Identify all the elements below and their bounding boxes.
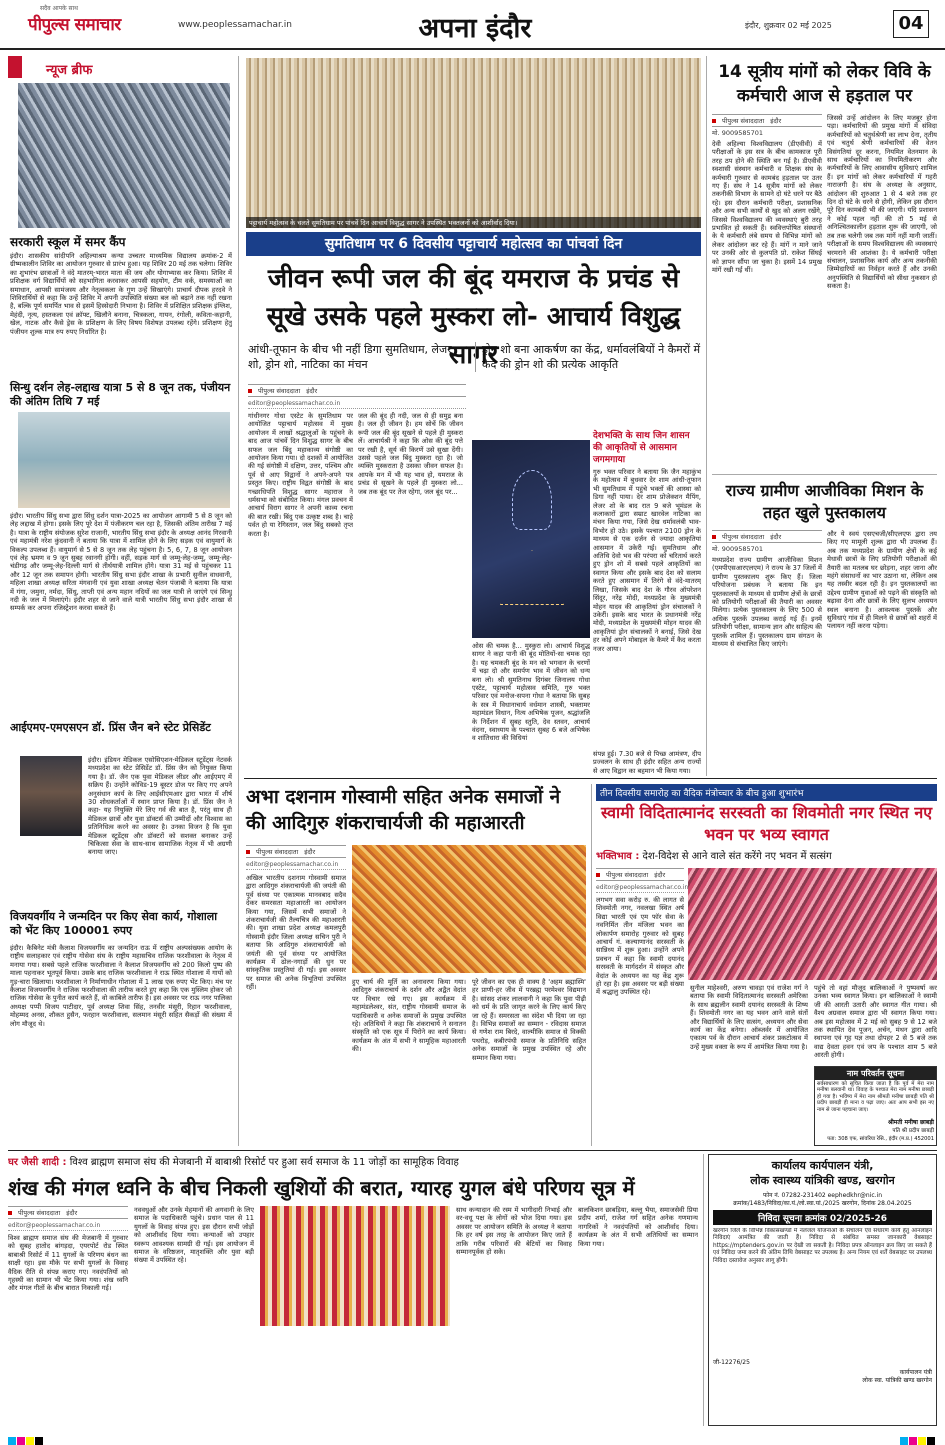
library-body-1: मध्यप्रदेश राज्य ग्रामीण आजीविका मिशन (एमपीएसआरएलएम) ने राज्य के 37 जिलों में ग्रामीण पुस्तकालय शुरू किए हैं। जिला परियोजना प्रबंधक ने बताया कि इन पुस्तकालयों के माध्यम से ग्रामीण क्षेत्रों के छात्रों को प्रतियोगी परीक्षाओं की तैयारी का अवसर मिलेगा। प्रत्येक पुस्तकालय के लिए 500 से अधिक पुस्तकें उपलब्ध कराई गई हैं। इनमें प्रतियोगी परीक्षा, सामान्य ज्ञान और साहित्य की पुस्तकें शामिल हैं। पुस्तकालय ग्राम संगठन के माध्यम से संचालित किए जाएंगे। [712, 556, 822, 649]
wedding-byline-name: पीपुल्स संवाददाता [18, 1209, 61, 1217]
brand-logo: पीपुल्स समाचार [28, 15, 121, 35]
page-number: 04 [893, 10, 929, 38]
swami-byline [596, 868, 684, 881]
lead-body-5: संपन्न हुई। 7.30 बजे से पिच्छ आमंत्रण, दीप प्रज्वलन के साथ ही इंदौर सहित अन्य राज्यों से आए विद्वान का बहुमान भी किया गया। [593, 750, 701, 774]
shankaracharya-byline-city: इंदौर [304, 848, 316, 856]
section-rule [8, 1150, 937, 1151]
lead-subhead-right: ड्रोन शो बना आकर्षण का केंद्र, धर्मावलंबियों ने कैमरों में कैद की ड्रोन शो की प्रत्येक आकृति [475, 342, 701, 372]
lead-email[interactable]: editor@peoplessamachar.co.in [248, 400, 466, 409]
column-rule [706, 56, 707, 776]
cmyk-magenta-swatch [17, 1437, 25, 1445]
wedding-byline-city: इंदौर [66, 1209, 78, 1217]
strike-body-1: देवी अहिल्या विश्वविद्यालय (डीएवीवी) में परीक्षाओं के इस सत्र के बीच कामकाज पूरी तरह ठप होने की स्थिति बन गई है। डीएवीवी स्वशासी संस्थान कर्मचारी व शिक्षक संघ के कर्मचारी गुरुवार से कामबंद हड़ताल पर उतर गए हैं। संघ ने 14 सूत्रीय मांगों को लेकर तकनीकी विभाग के सामने दो घंटे धरने पर बैठे रहे। इस दौरान कर्मचारी परीक्षा, प्रशासनिक और अन्य सभी कार्यों से खुद को अलग रखेंगे, जिससे विश्वविद्यालय की व्यवस्थाएं बुरी तरह प्रभावित हो सकती हैं। स्ववित्तपोषित संस्थानों के ये कर्मचारी लंबे समय से विभिन्न मांगों को लेकर आंदोलन कर रहे हैं। मांगें न माने जाने पर उनकी ओर से कुलपति प्रो. राकेश सिंघई को ज्ञापन सौंपा जा चुका है। इसमें 14 प्रमुख मांगें रखी गईं थीं। [712, 140, 822, 275]
wedding-kicker-label: घर जैसी शादी : [8, 1157, 67, 1168]
tender-signature-2: लोक स्वा. यांत्रिकी खण्ड खरगोन [862, 1377, 932, 1384]
wedding-headline: शंख की मंगल ध्वनि के बीच निकली खुशियों की बरात, ग्यारह युगल बंधे परिणय सूत्र में [8, 1176, 635, 1200]
swami-kicker: तीन दिवसीय समारोह का वैदिक मंत्रोच्चार के बीच हुआ शुभारंभ [596, 784, 937, 801]
swami-body-1: लगभग सवा करोड़ रु. की लागत से शिवमोती नगर, नवलखा स्थित अर्ष विद्या भारती एवं एम फॉर सेवा के नवनिर्मित तीन मंजिला भवन का लोकार्पण समारोह गुरुवार को सुबह आचार्य गं. कल्याणानंद सरस्वती के सान्निध्य में शुरू हुआ। उन्होंने अपने प्रवचन में कहा कि स्वामी दयानंद सरस्वती के मार्गदर्शन में संस्कृत और वेदांत के अध्ययन का यह केंद्र शुरू हो रहा है। इस अवसर पर बड़ी संख्या में श्रद्धालु उपस्थित रहे। [596, 896, 684, 997]
tender-body: खरगोन जिले के विभिन्न विकासखण्डों में नलजल योजनाओं के संचालन एवं संधारण कार्य हेतु ऑनलाइन निविदाएं आमंत्रित की जाती हैं। निविदा से संबंधित समस्त जानकारी वेबसाइट https://mptenders.gov.in पर देखी जा सकती है। निविदा प्रपत्र ऑनलाइन क्रय किए जा सकते हैं एवं निविदा जमा करने की अंतिम तिथि वेबसाइट पर उपलब्ध है। अन्य नियम एवं शर्तें वेबसाइट पर उपलब्ध निविदा दस्तावेज अनुसार लागू होंगी। [713, 1228, 932, 1264]
library-phone: मो. 9009585701 [712, 545, 764, 553]
lead-photo-caption: पट्टाचार्य महोत्सव के चलते सुमतिधाम पर पांचवें दिन आचार्य विशुद्ध सागर ने उपस्थित भक्तजनों को आशीर्वाद दिया। [246, 217, 701, 228]
lead-byline [248, 384, 466, 397]
byline-marker-icon [712, 119, 716, 123]
tender-office-title-2: लोक स्वास्थ्य यांत्रिकी खण्ड, खरगोन [750, 1174, 895, 1187]
news-brief-column [8, 56, 233, 1146]
section-rule [244, 778, 937, 779]
sindhu-yatra-photo [18, 412, 230, 508]
group-wedding-photo [260, 1206, 450, 1326]
drone-caption: देशभक्ति के साथ जिन शासन की आकृतियों से आसमान जगमगाया [593, 431, 690, 465]
column-rule [238, 56, 239, 1146]
cmyk-cyan-swatch [8, 1437, 16, 1445]
lead-headline: जीवन रूपी जल की बूंद यमराज के प्रचंड से सूखे उसके पहले मुस्करा लो- आचार्य विशुद्ध सागर [266, 264, 681, 370]
byline-marker-icon [246, 850, 250, 854]
sumatidham-crowd-photo [246, 58, 701, 228]
wedding-byline [8, 1206, 128, 1219]
drone-show-photo [472, 440, 590, 638]
school-camp-photo [18, 83, 230, 228]
swami-welcome-photo [688, 868, 937, 980]
drone-temple-icon [500, 550, 564, 605]
swami-subhead-label: भक्तिभाव : [596, 851, 640, 862]
brief-4-body: इंदौर। कैबिनेट मंत्री कैलाश विजयवर्गीय का जन्मदिन राऊ में राष्ट्रीय अल्पसंख्यक आयोग के राष्ट्रीय सलाहकार एवं राष्ट्रीय गोसेवा संघ के राष्ट्रीय महासचिव राजिक फरशीवाला के नेतृत्व में मनाया गया। सबसे पहले राजिक फरशीवाला ने कैलाश विजयवर्गीय को 200 किलो पुष्प की माला पहनाकर भूतपूर्व किया। उसके बाद राजिक फरशीवाला ने राऊ स्थित गोशाला में गायों को गुड़-चारा खिलाया। फरशीवाला ने निर्माणाधीन गोशाला में 1 लाख एक रुपए भेंट किए। मंच पर कैलाश विजयवर्गीय ने राजिक फरशीवाला की तारीफ करते हुए कहा कि एक मुस्लिम होकर जो राजिक गोसेवा के पुनीत कार्य करते हैं, वो काबिले तारीफ है। इस अवसर पर राऊ नगर पालिका अध्यक्ष पप्पी विजय पाटीदार, पूर्व अध्यक्ष शिवा सिंह, तनवीर मंसूरी, रिहान फरशीवाला, मोहम्मद अनस, शौकत हुसैन, फरहान फरशीवाला, सलमान मंसूरी सहित सैकड़ों की संख्या में लोग मौजूद थे। [10, 944, 232, 1028]
brief-3-headline: आईएमए-एमएसएन डॉ. प्रिंस जैन बने स्टेट प्रेसिडेंट [10, 721, 211, 734]
strike-byline-city: इंदौर [770, 117, 782, 125]
wedding-kicker-text: विश्व ब्राह्मण समाज संघ की मेजबानी में बाबाश्री रिसोर्ट पर हुआ सर्व समाज के 11 जोड़ों का सामूहिक विवाह [69, 1157, 459, 1168]
shankaracharya-byline [246, 845, 346, 858]
dr-prince-jain-photo [20, 756, 82, 836]
column-rule [591, 784, 592, 1146]
lead-byline-city: इंदौर [306, 387, 318, 395]
cmyk-registration-strip [900, 1430, 936, 1445]
tender-title: निविदा सूचना क्रमांक 02/2025-26 [713, 1210, 932, 1225]
tender-notice [708, 1154, 937, 1426]
drone-figure-icon [512, 470, 552, 530]
section-title: अपना इंदौर [418, 13, 532, 44]
name-change-signature: श्रीमती मनीषा छाबड़ी [888, 1119, 934, 1126]
swami-body-3: पहुंचे तो वहां मौजूद बालिकाओं ने पुष्पवर्षा कर उनका भव्य स्वागत किया। इन बालिकाओं ने स्वामी जी की आरती उतारी और स्वागत गीत गाया। श्री वैश्य अग्रवाल समाज द्वारा भी स्वागत किया गया। अब इस महोत्सव में 2 मई को सुबह 9 से 12 बजे तक स्थापित देव पूजन, अर्चन, मंथन द्वारा आदि स्थापना एवं गृह यज्ञ तथा दोपहर 2 से 5 बजे तक वाद्य देवता हवन एवं जप के पश्चात शाम 5 बजे आरती होगी। [814, 984, 937, 1060]
brief-2-body: इंदौर। भारतीय सिंधु सभा द्वारा सिंधु दर्शन यात्रा-2025 का आयोजन आगामी 5 से 8 जून को लेह लद्दाख में होगा। इसके लिए पूरे देश में पंजीकरण चल रहा है, जिसकी अंतिम तारीख 7 मई है। यात्रा के राष्ट्रीय संयोजक सुरेश राजानी, भारतीय सिंधु सभा इंदौर के अध्यक्ष आनंद गिरवानी एवं महामंत्री नरेश कुंदवानी ने बताया कि यात्रा में शामिल होने के लिए सड़क एवं वायुमार्ग के विकल्प उपलब्ध हैं। वायुमार्ग से 5 से 8 जून तक लेह पहुंचना है। 5, 6, 7, 8 जून आयोजन एवं लेह भ्रमण व 9 जून सुबह रवानगी होगी। वहीं, सड़क मार्ग से जम्मू-लेह-जम्मू, जम्मू-लेह-चंडीगढ़ और जम्मू-लेह-दिल्ली मार्ग से तीर्थयात्री शामिल होंगे। यात्रा 31 मई से पहुंचकर 11 और 12 जून तक समापन होगी। भारतीय सिंधु सभा इंदौर शाखा के प्रभारी सुनील वाधवानी, महिला शाखा अध्यक्ष सरिता मंगवानी एवं युवा शाखा अध्यक्ष चेतन पंजाबी ने बताया कि यात्रा में गंगा, जमुना, नर्मदा, सिंधु, ताप्ती एवं अन्य महान नदियों का जल यात्री ले जाएंगे एवं सिन्धु नदी के जल में मिलाएंगे। इंदौर शहर से जाने वाले यात्री भारतीय सिंधु सभा इंदौर शाखा से सम्पर्क कर अपना रजिस्ट्रेशन करवा सकते हैं। [10, 512, 232, 613]
byline-marker-icon [8, 1211, 12, 1215]
shankaracharya-body-2: हुए चार्य की मूर्ति का अनावरण किया गया। आदिगुरु शंकराचार्य के दर्शन और अद्वैत वेदांत पर विचार रखे गए। इस कार्यक्रम में महामंडलेश्वर, संत, राष्ट्रीय गोस्वामी समाज के पदाधिकारी व अनेक समाजों के प्रमुख उपस्थित रहे। अतिथियों ने कहा कि शंकराचार्य ने सनातन संस्कृति को एक सूत्र में पिरोने का कार्य किया। कार्यक्रम के अंत में सभी ने सामूहिक महाआरती की। [352, 978, 466, 1054]
shankaracharya-headline: अभा दशनाम गोस्वामी सहित अनेक समाजों ने की आदिगुरु शंकराचार्यजी की महाआरती [246, 786, 561, 834]
tender-office-title-1: कार्यालय कार्यपालन यंत्री, [771, 1159, 874, 1172]
shankaracharya-email[interactable]: editor@peoplessamachar.co.in [246, 861, 346, 870]
news-brief-label: न्यूज ब्रीफ [8, 56, 233, 78]
maha-aarti-photo [352, 845, 586, 973]
brief-2-headline: सिन्धु दर्शन लेह-लद्दाख यात्रा 5 से 8 जून तक, पंजीयन की अंतिम तिथि 7 मई [10, 381, 231, 408]
library-byline [712, 530, 822, 543]
strike-phone: मो. 9009585701 [712, 129, 764, 137]
cmyk-black-swatch [35, 1437, 43, 1445]
byline-marker-icon [712, 535, 716, 539]
wedding-kicker-bar [8, 1154, 698, 1172]
byline-marker-icon [596, 873, 600, 877]
website-url[interactable]: www.peoplessamachar.in [178, 20, 292, 30]
brief-3-body: इंदौर। इंडियन मेडिकल एसोसिएशन-मेडिकल स्टूडेंट्स नेटवर्क मध्यप्रदेश का स्टेट प्रेसिडेंट डॉ. प्रिंस जैन को नियुक्त किया गया है। डॉ. जैन एक युवा मेडिकल लीडर और आईएमए में सक्रिय हैं। उन्होंने कोविड-19 बूस्टर डोज पर किए गए अपने अनुसंधान कार्य के लिए आईसीएमआर द्वारा भारत में शीर्ष 30 शोधकर्ताओं में स्थान प्राप्त किया है। डॉ. प्रिंस जैन ने कहा- यह नियुक्ति मेरे लिए गर्व की बात है, परंतु साथ ही मेडिकल छात्रों और युवा डॉक्टर्स की उम्मीदों और विश्वास का प्रतिनिधित्व करने का अवसर है। उनका विजन है कि युवा मेडिकल स्टूडेंट्स और डॉक्टरों को सशक्त बनाकर उन्हें चिकित्सा सेवा के साथ-साथ सामाजिक नेतृत्व में भी अग्रणी बनाया जाए। [88, 756, 232, 857]
lead-kicker: सुमतिधाम पर 6 दिवसीय पट्टाचार्य महोत्सव का पांचवां दिन [246, 232, 701, 256]
wedding-body-1: विश्व ब्राह्मण समाज संघ की मेजबानी में गुरुवार को सुबह हातोद बांगड़दा, एयरपोर्ट रोड स्थित बाबाश्री रिसोर्ट में 11 युगलों के परिणय बंधन का साक्षी रहा। इस मौके पर सभी युगलों के विवाह वैदिक रीति से संपन्न कराए गए। नवदंपतियों को गृहस्थी का सामान भी भेंट किया गया। शंख ध्वनि और मंगल गीतों के बीच बारात निकाली गई। [8, 1234, 128, 1293]
issue-date: इंदौर, शुक्रवार 02 मई 2025 [745, 21, 832, 30]
lead-body-3: ओस की चमक है... मुस्कुरा लो। आचार्य विशुद्ध सागर ने कहा पानी की बूंद मोतियों-सा चमक रहा है। यह चमकती बूंद के मन को भगवान के चरणों में चढ़ा दो और समर्पण भाव में जीवन को धन्य बना लो। श्री सुमतिनाथ दिगंबर जिनालय गोधा एस्टेट, पट्टाचार्य महोत्सव समिति, गुरु भक्त परिवार एवं मनोज-सपना गोधा ने बताया कि सुबह के सत्र में विधानाचार्य वर्धमान शास्त्री, भक्तामर महामंडल विधान, नित्य अभिषेक पूजन, श्रद्धांजलि के निर्देशन में सुबह स्तुति, देव स्तवन, आचार्य वंदना, स्वाध्याय के पश्चात सुबह 6 बजे अभिषेक व शांतिधारा की विधियां [472, 642, 590, 743]
name-change-title: नाम परिवर्तन सूचना [815, 1067, 936, 1080]
lead-byline-name: पीपुल्स संवाददाता [258, 387, 301, 395]
name-change-notice [814, 1066, 937, 1146]
tender-contact: फोन नं. 07282-231402 eephedkhr@nic.in [762, 1192, 882, 1199]
strike-byline [712, 114, 822, 127]
wedding-body-4: बालकिशन छाबड़िया, बल्लू भैया, समाजसेवी प्रिया प्रदीप शर्मा, राजेश गर्ग सहित अनेक गणमान्य नागरिकों ने नवदंपतियों को आशीर्वाद दिया। कार्यक्रम के अंत में सभी अतिथियों का सम्मान किया गया। [578, 1206, 698, 1248]
cmyk-cyan-swatch [900, 1437, 908, 1445]
brief-1-body: इंदौर। शासकीय सांदीपनि अहिल्याश्रम कन्या उच्चतर माध्यमिक विद्यालय क्रमांक-2 में ग्रीष्मकालीन शिविर का आयोजन गुरुवार से प्रारंभ हुआ। यह शिविर 20 मई तक चलेगा। शिविर का शुभारंभ छात्राओं ने वंदे मातरम्-भारत माता की जय और योगाभ्यास कर किया। शिविर में प्रशिक्षक वर्ग विद्यार्थियों को सहभागिता करवाकर आपसी सहयोग, टीम वर्क, समस्याओं का समाधान, आपसी सामंजस्य और नेतृत्वकला के गुण उन्हें सिखाएंगे। प्राचार्य दीपक हरदवे ने शिविरार्थियों से कहा कि उन्हें शिविर में अपनी उपस्थिति संख्या बल को बढ़ाने तक नहीं रखना है, बल्कि पूर्ण समर्पित भाव से इसमें हिस्सेदारी निभाना है। शिविर में प्रशिक्षित प्रशिक्षक इंग्लिश, मेहंदी, नृत्य, हस्तकला एवं क्रॉफ्ट, खिलौने बनाना, चित्रकला, गायन, रंगोली, कविता-कहानी, खेल, नाटक और कैसे ड्रेस के प्रशिक्षण के लिए विषय विशेषज्ञ उपलब्ध रहेंगे। प्रशिक्षण हेतु पंजीयन शुल्क मात्र रुप रुपए निर्धारित है। [10, 252, 232, 336]
tender-code: जी-12276/25 [713, 1359, 750, 1366]
library-body-2: और ये स्वयं एसएचजी/सीएलएफ द्वारा तय किए गए मामूली शुल्क द्वारा भी उपलब्ध हैं। अब तक मध्यप्रदेश के ग्रामीण क्षेत्रों के कई मेधावी छात्रों के लिए प्रतियोगी परीक्षाओं की तैयारी का मतलब घर छोड़ना, शहर जाना और महंगे संसाधनों का भार उठाना था, लेकिन अब यह तस्वीर बदल रही है। इन पुस्तकालयों का उद्देश्य ग्रामीण युवाओं को पढ़ने की संस्कृति को बढ़ावा देना और छात्रों के लिए सुलभ अध्ययन स्थल बनाना है। आवश्यक पुस्तकें और सुविधाएं गांव में ही मिलने से छात्रों को शहरों में पलायन नहीं करना पड़ेगा। [827, 530, 937, 631]
wedding-body-3: साथ कन्यादान की रस्म में भागीदारी निभाई और वर-वधू पक्ष के लोगों को भोज दिया गया। इस अवसर पर आयोजन समिति के अध्यक्ष ने बताया कि हर वर्ष इस तरह के आयोजन किए जाते हैं ताकि गरीब परिवारों की बेटियों का विवाह सम्मानपूर्वक हो सके। [456, 1206, 572, 1257]
swami-byline-name: पीपुल्स संवाददाता [606, 871, 649, 879]
cmyk-yellow-swatch [918, 1437, 926, 1445]
lead-body-1: गांधीनगर गोधा एस्टेट के सुमतिधाम पर आयोजित पट्टाचार्य महोत्सव में मुख्य आयोजन में लाखों श्रद्धालुओं के पहुंचने के बाद आज पांचवें दिन विशुद्ध सागर के बीच सफल जल बिंदु महाकाव्य संगोष्ठी का आयोजन किया गया। दो दशकों में आयोजित की गई संगोष्ठी में दक्षिण, उत्तर, पश्चिम और पूर्व से आए विद्वानों ने अपने-अपने पत्र प्रस्तुत किए। राष्ट्रीय विद्वत संगोष्ठी के बाद गच्छाधिपति विशुद्ध सागर महाराज ने धर्मसभा को संबोधित किया। मंगल प्रवचन में आचार्य विराग सागर ने अपनी काव्य रचना की बात रखी। बिंदु एक उत्कृष्ट शब्द है। चाहे पर्वत हो या रेगिस्तान, जल बिंदु सबको तृप्त करता है। [248, 412, 353, 538]
lead-subhead-left: आंधी-तूफान के बीच भी नहीं डिगा सुमतिधाम, लेजर शो, ड्रोन शो, नाटिका का मंचन [248, 343, 452, 371]
name-change-relation: पति श्री प्रदीप छाबड़ी [892, 1128, 934, 1134]
lead-body-4: गुरु भक्त परिवार ने बताया कि जैन महाकुंभ के महोत्सव में बुधवार देर शाम आंधी-तूफान भी सुमतिधाम में पहुंचे भक्तों की आस्था को डिगा नहीं पाया। देर शाम प्रोजेक्शन मैपिंग, लेजर शो के बाद रात 9 बजे भूमंडल के कलाकारों द्वारा सम्राट खारवेल नाटिका का मंचन किया गया, जिसे देख धर्मावलंबी भाव-विभोर हो उठे। इसके पश्चात 2100 ड्रोन के माध्यम से एक दर्जन से ज्यादा आकृतियां आसमान में उकेरी गईं। सुमतिधाम और अतिथि देवो भव की परंपरा को चरितार्थ करते हुए ड्रोन शो में सबसे पहले आकृतियों का स्वागत किया और इसके बाद देश को सलाम करते हुए आसमान में तिरंगे से वंदे-मातरम् लिखा, जिसके बाद देश के गौरव ऑपरेशन सिंदूर, नरेंद्र मोदी, मध्यप्रदेश के मुख्यमंत्री मोहन यादव की आकृतियां ड्रोन संचालकों ने उकेरीं। इसके बाद भारत के प्रधानमंत्री नरेंद्र मोदी, मध्यप्रदेश के मुख्यमंत्री मोहन यादव की आकृतियां ड्रोन संचालकों ने बनाई, जिसे देख हर कोई अपने मोबाइल के कैमरे में कैद करता नजर आया। [593, 468, 701, 653]
cmyk-registration-strip [8, 1430, 44, 1445]
swami-subhead [596, 850, 937, 864]
column-rule [703, 1154, 704, 1426]
cmyk-black-swatch [927, 1437, 935, 1445]
shankaracharya-body-1: अखिल भारतीय दशनाम गोस्वामी समाज द्वारा आदिगुरु शंकराचार्यजी की जयंती की पूर्व संध्या पर एकात्मक मानवबाद सदैव देकर समरसता महाआरती का आयोजन किया गया, जिसमें सभी समाजों ने शंकराचार्यजी की तैल्यचित्र की महाआरती की। युवा शाखा प्रदेश अध्यक्ष कमलपुरी गोस्वामी इंदौर जिला अध्यक्ष सचिन पुरी ने बताया कि आदिगुरु शंकराचार्यजी को जयंती की पूर्व संध्या पर आयोजित कार्यक्रम में ढोल-नगाड़ों की धुन पर सांस्कृतिक प्रस्तुतियां दी गईं। इस अवसर पर समाज की अनेक विभूतियां उपस्थित रहीं। [246, 874, 346, 992]
shankaracharya-byline-name: पीपुल्स संवाददाता [256, 848, 299, 856]
name-change-body: सर्वसाधारण को सूचित किया जाता है कि पूर्व में मेरा नाम मनीषा बलवानी था। विवाह के पश्चात मेरा नाम मनीषा छाबड़ी हो गया है। भविष्य में मेरा नाम श्रीमती मनीषा छाबड़ी पति श्री प्रदीप छाबड़ी ही माना व पढ़ा जाए। अतः आप सभी इस नए नाम से जाना पहचाना जाए। [817, 1081, 934, 1113]
tender-signature: कार्यपालन यंत्री [899, 1369, 932, 1376]
byline-marker-icon [248, 389, 252, 393]
strike-body-2: जिससे उन्हें आंदोलन के लिए मजबूर होना पड़ा। कर्मचारियों की प्रमुख मांगों में संविदा कर्मचारियों को चतुर्थश्रेणी का लाभ देना, तृतीय एवं चतुर्थ श्रेणी कर्मचारियों की वेतन विसंगतियां दूर करना, नियमित वेतनमान के साथ कर्मचारियों का नियमितीकरण और कर्मचारियों के लिए आवासीय सुविधाएं शामिल हैं। इन मांगों को लेकर कर्मचारियों में गहरी नाराजगी है। संघ के अध्यक्ष के अनुसार, आंदोलन की शुरुआत 1 से 4 बजे तक हर दिन दो घंटे के धरने से होगी, लेकिन इस दौरान पूरे दिन कामबंदी भी की जाएगी। यदि प्रशासन ने कोई पहल नहीं की तो 5 मई से अनिश्चितकालीन हड़ताल शुरू की जाएगी, जो तब तक चलेगी जब तक मांगें नहीं मानी जातीं। परीक्षाओं के समय विश्वविद्यालय की व्यवस्थाएं चरमराने की आशंका है। ये कर्मचारी परीक्षा संचालन, प्रशासनिक कार्य और अन्य तकनीकी जिम्मेदारियों का निर्वहन करते हैं और उनकी अनुपस्थिति से विद्यार्थियों को सीधा नुकसान हो सकता है। [827, 114, 937, 291]
tender-ref: क्रमांक/1483/निविदा/का.यं./लो.स्वा.यां./2025 खरगोन, दिनांक 28.04.2025 [733, 1200, 912, 1207]
swami-byline-city: इंदौर [654, 871, 666, 879]
wedding-email[interactable]: editor@peoplessamachar.co.in [8, 1222, 128, 1231]
swami-body-2: सुनील माहेश्वरी, अरुण चावड़ा एवं राजेश गर्ग ने बताया कि स्वामी विदितात्मानंद सरस्वती अमेरिका के साथ ब्रह्मलीन स्वामी दयानंद सरस्वती के शिष्य हैं। शिवमोती नगर का यह भवन आने वाले संतों और विद्यार्थियों के लिए सत्संग, अध्ययन और सेवा कार्य का केंद्र बनेगा। ऑब्जर्वर में आयोजित एकात्म पर्व के दौरान आचार्य शंकर प्रकटोत्सव में उन्हें मुख्य वक्ता के रूप में आमंत्रित किया गया है। [690, 984, 808, 1051]
library-byline-name: पीपुल्स संवाददाता [722, 533, 765, 541]
library-headline: राज्य ग्रामीण आजीविका मिशन के तहत खुले पुस्तकालय [725, 481, 924, 522]
swami-headline: स्वामी विदितात्मानंद सरस्वती का शिवमोती नगर स्थित नए भवन पर भव्य स्वागत [600, 803, 933, 844]
wedding-body-2: नववधुओं और उनके मेहमानों की अगवानी के लिए समाज के पदाधिकारी पहुंचे। प्रधान पाल से 11 युगलों के विवाह संपन्न हुए। इस दौरान सभी जोड़ों को आशीर्वाद दिया गया। कन्याओं को उपहार स्वरूप आवश्यक सामग्री दी गई। इस आयोजन में समाज के वरिष्ठजन, मातृशक्ति और युवा बड़ी संख्या में उपस्थित रहे। [134, 1206, 254, 1265]
lead-body-2: जल की बूंद ही नदी, जल से ही समुद्र बना है। जल ही जीवन है। हम सोचें कि जीवन रूपी जल की बूंद सूखने से पहले ही मुस्करा लें। आचार्यश्री ने कहा कि ओस की बूंद पत्ते पर रखी है, सूर्य की किरणें उसे सुखा देंगी। उससे पहले जल बिंदु मुस्करा रहा है। जो व्यक्ति मुस्कराता है उसका जीवन सफल है। आपके मन में भी यह भाव हो, यमराज के प्रचंड से सूखने के पहले ही मुस्करा लो... जब तक बूंद पर तेज रहेगा, जल बूंद पर... [358, 412, 463, 496]
library-byline-city: इंदौर [770, 533, 782, 541]
brief-4-headline: विजयवर्गीय ने जन्मदिन पर किए सेवा कार्य, गोशाला को भेंट किए 100001 रुपए [10, 910, 218, 937]
cmyk-magenta-swatch [909, 1437, 917, 1445]
brief-1-headline: सरकारी स्कूल में समर कैंप [10, 235, 126, 249]
strike-byline-name: पीपुल्स संवाददाता [722, 117, 765, 125]
masthead-tagline: सदैव आपके साथ [40, 5, 78, 12]
shankaracharya-body-3: पूरे जीवन का एक ही वाक्य है 'अहम ब्रह्मास्मि' हर प्राणी-हर जीव में परब्रह्म परमेश्वर विद्यमान है। सांसद शंकर लालवानी ने कहा कि युवा पीढ़ी को धर्म के प्रति जागृत करने के लिए कार्य किए जा रहे हैं। समरसता का संदेश भी दिया जा रहा है। विभिन्न समाजों का सम्मान - रविदास समाज से गणेश राम बिरदे, वाल्मीकि समाज से विक्की पथरोड़, कबीरपंथी समाज के प्रतिनिधि सहित अनेक समाजों के प्रमुख उपस्थित रहे और सम्मान किया गया। [472, 978, 586, 1062]
masthead [0, 0, 945, 50]
cmyk-yellow-swatch [26, 1437, 34, 1445]
swami-email[interactable]: editor@peoplessamachar.co.in [596, 884, 689, 891]
swami-subhead-text: देश-विदेश से आने वाले संत करेंगे नए भवन में सत्संग [642, 851, 832, 862]
strike-headline: 14 सूत्रीय मांगों को लेकर विवि के कर्मचारी आज से हड़ताल पर [718, 62, 931, 106]
name-change-address: पता: 308 एफ, सांवरिया रेसि., इंदौर (म.प्र.) 452001 [827, 1136, 934, 1142]
section-rule [712, 474, 937, 475]
